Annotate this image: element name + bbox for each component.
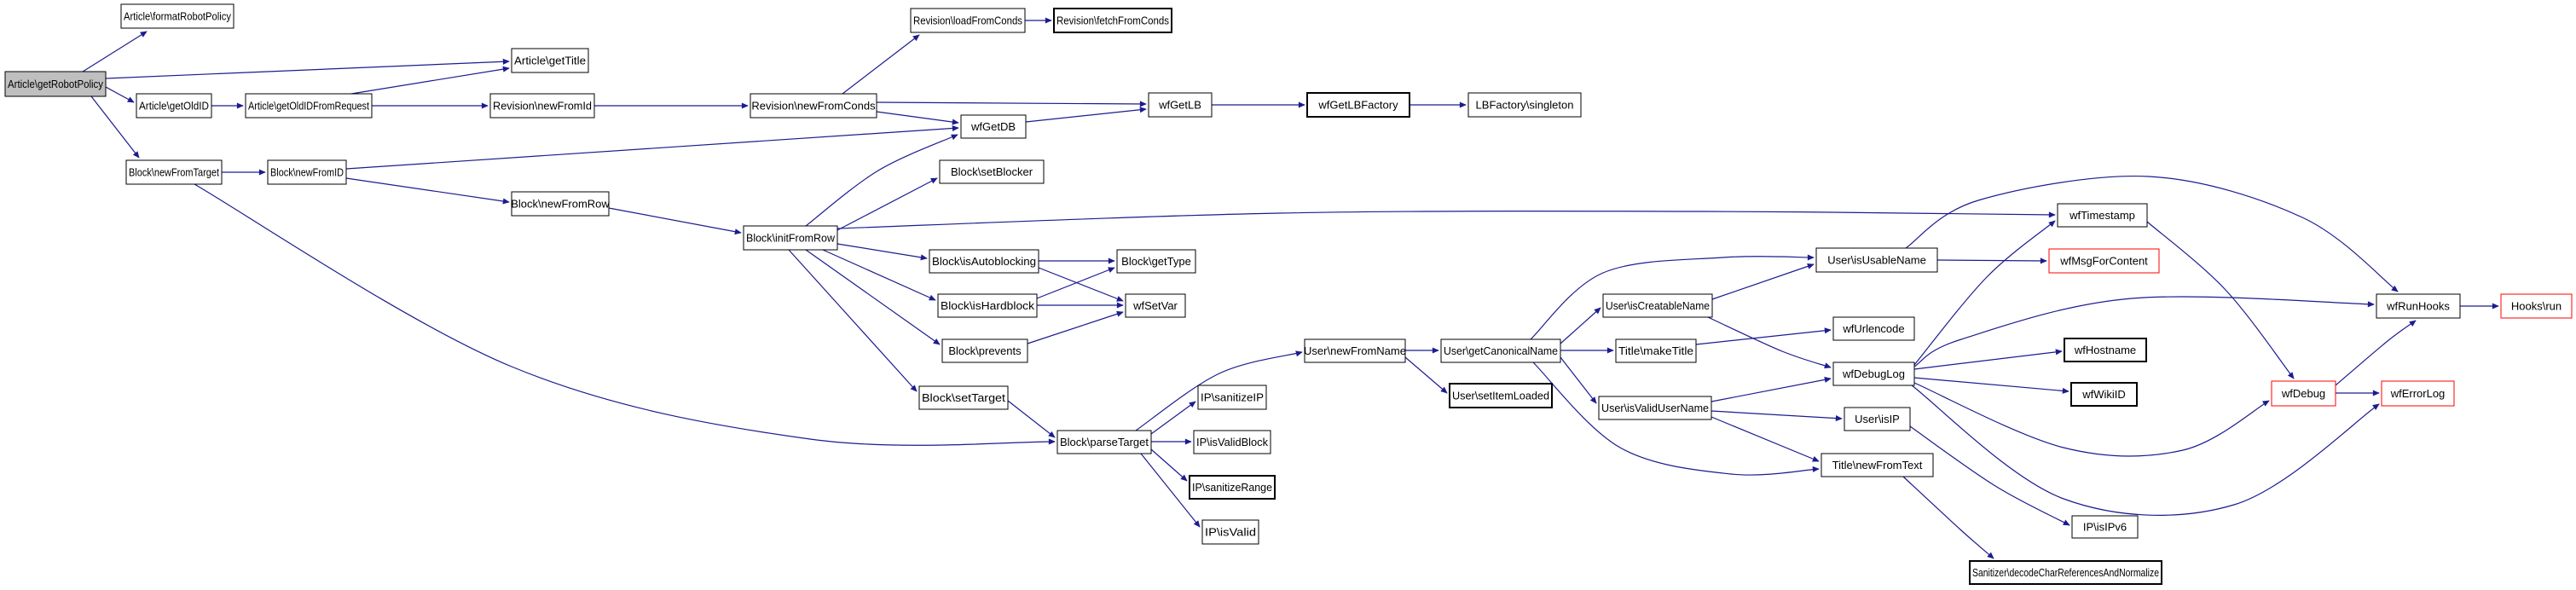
node-isAutoblocking[interactable] [929, 250, 1039, 273]
edge-titleNewFromText-sanitizerDecode [1903, 477, 1994, 558]
edge-initFromRow-wfTimestamp [837, 211, 2055, 228]
node-wfSetVar[interactable] [1126, 294, 1185, 317]
node-label: wfGetLB [1159, 98, 1201, 112]
node-label: Revision\newFromId [493, 99, 592, 113]
node-ipIsValid[interactable] [1202, 520, 1259, 544]
node-label: Article\getRobotPolicy [8, 78, 104, 90]
node-label: Revision\newFromConds [751, 99, 876, 113]
node-sanitizeIP[interactable] [1198, 385, 1266, 409]
edge-isUsableName-wfRunHooks [1906, 176, 2398, 292]
node-sanitizeRange[interactable] [1190, 476, 1275, 499]
edge-isHardblock-getType [1037, 268, 1114, 298]
edge-newFromID-wfGetDB [346, 128, 958, 169]
node-label: Block\newFromRow [511, 197, 610, 211]
edge-makeTitle-wfUrlencode [1696, 330, 1831, 344]
edge-wfDebug-wfRunHooks [2336, 321, 2416, 385]
node-label: Article\getOldID [139, 99, 209, 113]
edge-newFromID-newFromRow [346, 178, 509, 202]
node-label: wfSetVar [1133, 299, 1178, 312]
edge-parseTarget-sanitizeRange [1151, 449, 1187, 481]
node-setBlocker[interactable] [940, 160, 1044, 183]
node-prevents[interactable] [942, 339, 1028, 362]
node-label: IP\isValidBlock [1196, 436, 1269, 448]
edge-isUsableName-wfMsgForContent [1937, 260, 2046, 261]
node-label: Block\isHardblock [941, 299, 1035, 312]
edge-isCreatableName-isUsableName [1712, 264, 1814, 299]
edge-getCanonicalName-isCreatableName [1560, 308, 1601, 344]
node-newFromTarget[interactable] [126, 160, 222, 184]
node-setTarget[interactable] [919, 386, 1008, 409]
edge-revNewFromConds-revLoadFromConds [842, 35, 919, 94]
node-label: Block\setBlocker [950, 165, 1033, 178]
node-formatRobotPolicy[interactable] [121, 4, 234, 28]
node-label: wfTimestamp [2069, 209, 2135, 222]
node-label: wfMsgForContent [2060, 254, 2148, 268]
node-parseTarget[interactable] [1057, 431, 1151, 454]
node-revNewFromConds[interactable] [750, 94, 877, 118]
node-wfDebugLog[interactable] [1833, 362, 1914, 385]
node-label: Block\isAutoblocking [932, 255, 1036, 268]
edge-wfDebugLog-wfHostname [1914, 351, 2062, 369]
edge-initFromRow-setBlocker [837, 178, 937, 230]
edge-revNewFromConds-wfGetLB [877, 102, 1146, 104]
edge-robotPolicy-formatRobotPolicy [83, 32, 147, 72]
node-isHardblock[interactable] [938, 294, 1037, 317]
edge-prevents-wfSetVar [1028, 312, 1123, 344]
node-label: IP\sanitizeIP [1201, 390, 1264, 404]
node-label: User\newFromName [1304, 344, 1406, 357]
node-label: wfDebug [2281, 387, 2326, 400]
node-label: User\setItemLoaded [1452, 389, 1549, 402]
edge-initFromRow-isAutoblocking [837, 244, 927, 258]
edge-isValidUserName-userIsIP [1711, 411, 1842, 419]
node-label: IP\isValid [1205, 525, 1256, 539]
edge-initFromRow-wfGetDB [806, 135, 958, 226]
node-wfTimestamp[interactable] [2058, 204, 2147, 227]
node-label: wfGetLBFactory [1318, 98, 1398, 112]
node-label: User\getCanonicalName [1444, 344, 1558, 357]
edge-robotPolicy-getTitle [106, 61, 509, 78]
edge-initFromRow-setTarget [789, 250, 917, 391]
edge-isAutoblocking-wfSetVar [1039, 268, 1123, 301]
edge-parseTarget-sanitizeIP [1151, 402, 1195, 434]
node-label: Block\newFromTarget [129, 165, 220, 179]
node-label: User\isCreatableName [1606, 299, 1710, 312]
node-label: Block\newFromID [270, 165, 344, 179]
node-label: Article\formatRobotPolicy [124, 9, 232, 23]
node-newFromID[interactable] [268, 160, 346, 184]
node-sanitizerDecode[interactable] [1970, 561, 2162, 584]
node-userIsIP[interactable] [1844, 408, 1910, 431]
node-label: User\isIP [1855, 413, 1900, 425]
edge-robotPolicy-newFromTarget [91, 96, 139, 158]
node-label: wfErrorLog [2390, 387, 2446, 400]
node-revNewFromId[interactable] [490, 94, 594, 118]
edge-wfDebugLog-wfWikiID [1914, 378, 2069, 391]
node-label: Revision\loadFromConds [913, 14, 1023, 27]
edge-wfTimestamp-wfDebug [2147, 222, 2294, 379]
node-label: Title\makeTitle [1618, 344, 1693, 357]
edge-wfGetDB-wfGetLB [1026, 109, 1146, 122]
node-robotPolicy[interactable] [5, 72, 106, 96]
node-wfHostname[interactable] [2064, 338, 2146, 362]
node-label: IP\sanitizeRange [1192, 481, 1272, 494]
node-label: Sanitizer\decodeCharReferencesAndNormalize [1972, 566, 2159, 579]
edge-getCanonicalName-isValidUserName [1560, 357, 1596, 403]
edge-setTarget-parseTarget [1008, 401, 1055, 437]
node-label: wfUrlencode [1843, 322, 1905, 335]
edge-wfDebugLog-wfTimestamp [1914, 221, 2055, 365]
node-isValidBlock[interactable] [1194, 431, 1271, 454]
node-label: wfRunHooks [2387, 299, 2450, 313]
node-wfRunHooks[interactable] [2376, 294, 2460, 318]
edge-getOldIDFromRequest-getTitle [351, 68, 509, 94]
edge-userIsIP-ipIsIPv6 [1910, 426, 2069, 525]
node-wfGetLBFactory[interactable] [1307, 93, 1410, 117]
node-label: wfGetDB [970, 120, 1016, 133]
node-label: User\isUsableName [1827, 253, 1926, 267]
node-label: IP\isIPv6 [2082, 520, 2127, 534]
node-wfMsgForContent[interactable] [2049, 249, 2159, 273]
node-label: Hooks\run [2510, 299, 2562, 313]
node-revFetchFromConds[interactable] [1054, 9, 1172, 32]
node-wfDebug[interactable] [2272, 381, 2336, 406]
edge-robotPolicy-getOldID [106, 87, 134, 102]
node-label: LBFactory\singleton [1475, 98, 1574, 112]
node-initFromRow[interactable] [744, 226, 837, 250]
node-label: Block\parseTarget [1060, 436, 1149, 448]
node-setItemLoaded[interactable] [1450, 384, 1552, 408]
node-wfGetLB[interactable] [1149, 93, 1212, 117]
edge-isValidUserName-wfDebugLog [1711, 379, 1831, 402]
node-titleNewFromText[interactable] [1821, 454, 1933, 477]
node-newFromRow[interactable] [511, 192, 610, 216]
node-label: Block\initFromRow [746, 231, 836, 245]
node-isValidUserName[interactable] [1599, 396, 1711, 419]
node-label: Title\newFromText [1832, 459, 1923, 471]
node-isCreatableName[interactable] [1603, 294, 1712, 317]
node-label: Revision\fetchFromConds [1056, 14, 1170, 27]
node-makeTitle[interactable] [1616, 339, 1696, 362]
node-getOldIDFromRequest[interactable] [246, 94, 372, 118]
node-getType[interactable] [1117, 250, 1195, 273]
node-revLoadFromConds[interactable] [911, 9, 1025, 32]
node-getTitle[interactable] [512, 49, 588, 72]
node-wfErrorLog[interactable] [2382, 381, 2454, 406]
edge-revNewFromConds-wfGetDB [877, 112, 958, 123]
node-wfGetDB[interactable] [961, 115, 1026, 138]
edge-initFromRow-prevents [806, 250, 940, 344]
node-label: Article\getOldIDFromRequest [248, 99, 370, 113]
edge-isCreatableName-wfDebugLog [1708, 317, 1831, 367]
node-label: Block\getType [1121, 255, 1191, 268]
node-label: Block\setTarget [922, 391, 1006, 404]
node-getOldID[interactable] [136, 94, 211, 118]
edge-newFromRow-initFromRow [609, 208, 741, 233]
node-label: wfWikiID [2082, 388, 2126, 401]
node-label: wfHostname [2074, 344, 2137, 356]
node-userNewFromName[interactable] [1304, 339, 1406, 362]
node-getCanonicalName[interactable] [1441, 339, 1560, 362]
node-label: User\isValidUserName [1601, 402, 1709, 414]
node-label: Block\prevents [948, 344, 1022, 357]
node-label: Article\getTitle [514, 54, 586, 67]
edge-isValidUserName-titleNewFromText [1711, 417, 1819, 461]
node-wfUrlencode[interactable] [1833, 317, 1914, 340]
node-label: wfDebugLog [1843, 367, 1905, 380]
node-ipIsIPv6[interactable] [2072, 516, 2138, 538]
node-isUsableName[interactable] [1816, 248, 1937, 272]
node-hooksRun[interactable] [2501, 294, 2572, 318]
node-wfWikiID[interactable] [2071, 383, 2137, 406]
node-lbSingleton[interactable] [1468, 93, 1581, 117]
